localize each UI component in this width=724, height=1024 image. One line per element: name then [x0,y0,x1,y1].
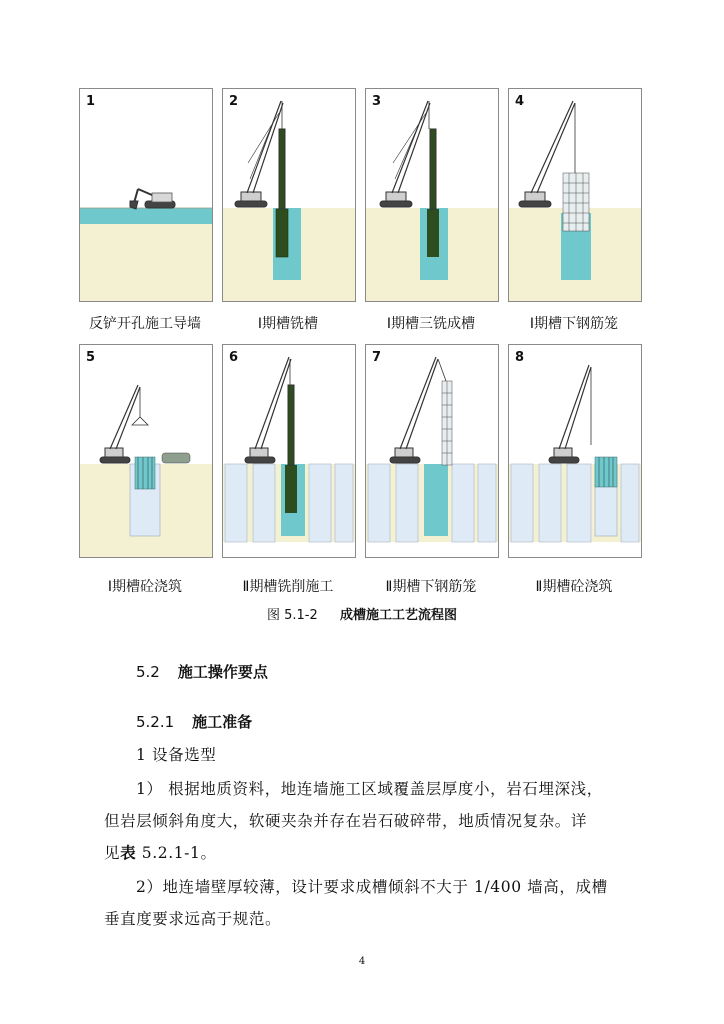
figure-title: 成槽施工工艺流程图 [340,608,458,623]
crawler-crane-icon [245,357,294,465]
step-7-illustration [366,345,498,557]
step-panel-5 [79,344,213,558]
page-number: 4 [358,956,366,967]
concrete-truck-icon [162,453,190,463]
step-panel-8 [508,344,642,558]
step-number: 6 [229,350,239,365]
step-panel-7 [365,344,499,558]
rebar-cage-icon [442,381,452,465]
step-3-illustration [366,89,498,301]
step-number: 5 [86,350,96,365]
step-caption-6: Ⅱ期槽铣削施工 [242,579,334,595]
step-caption-3: Ⅰ期槽三铣成槽 [386,316,476,332]
subsection-title: 施工准备 [192,713,253,731]
step-caption-1: 反铲开孔施工导墙 [89,316,201,332]
subsection-number: 5.2.1 [136,713,175,731]
step-number: 4 [515,94,525,109]
table-reference: 表 [120,844,137,862]
crawler-crane-icon [390,357,446,463]
figure-caption [0,604,724,623]
paragraph-2-line-2: 垂直度要求远高于规范。 [104,910,282,928]
section-number: 5.2 [136,663,160,681]
step-1-illustration [80,89,212,301]
step-2-illustration [223,89,355,301]
step-number: 2 [229,94,239,109]
section-heading [136,661,268,682]
step-6-illustration [223,345,355,557]
crawler-crane-icon [549,365,591,463]
crawler-crane-icon [100,385,148,463]
subsection-heading [136,711,252,732]
step-panel-3 [365,88,499,302]
step-8-illustration [509,345,641,557]
step-number: 3 [372,94,382,109]
paragraph-1-line-1: 1） 根据地质资料，地连墙施工区域覆盖层厚度小，岩石埋深浅， [136,780,603,798]
step-panel-1 [79,88,213,302]
figure-number: 图 5.1-2 [266,608,318,623]
step-4-illustration [509,89,641,301]
paragraph-2-line-1: 2）地连墙壁厚较薄，设计要求成槽倾斜不大于 1/400 墙高，成槽 [136,878,608,896]
rebar-cage-icon [563,173,589,231]
paragraph-1-line-2: 但岩层倾斜角度大，软硬夹杂并存在岩石破碎带，地质情况复杂。详 [104,812,588,830]
step-panel-4 [508,88,642,302]
crawler-crane-icon [235,101,285,209]
step-number: 7 [372,350,382,365]
step-number: 8 [515,350,525,365]
step-panel-2 [222,88,356,302]
step-caption-2: Ⅰ期槽铣槽 [257,316,319,332]
section-title: 施工操作要点 [177,663,268,681]
paragraph-1-line-3: 见表 5.2.1-1。 [104,844,217,862]
step-caption-5: Ⅰ期槽砼浇筑 [107,579,183,595]
list-heading: 1 设备选型 [136,746,217,764]
step-caption-7: Ⅱ期槽下钢筋笼 [385,579,477,595]
step-caption-4: Ⅰ期槽下钢筋笼 [529,316,619,332]
excavator-icon [130,189,175,209]
step-panel-6 [222,344,356,558]
step-number: 1 [86,94,96,109]
step-caption-8: Ⅱ期槽砼浇筑 [535,579,613,595]
step-5-illustration [80,345,212,557]
crawler-crane-icon [380,101,436,209]
